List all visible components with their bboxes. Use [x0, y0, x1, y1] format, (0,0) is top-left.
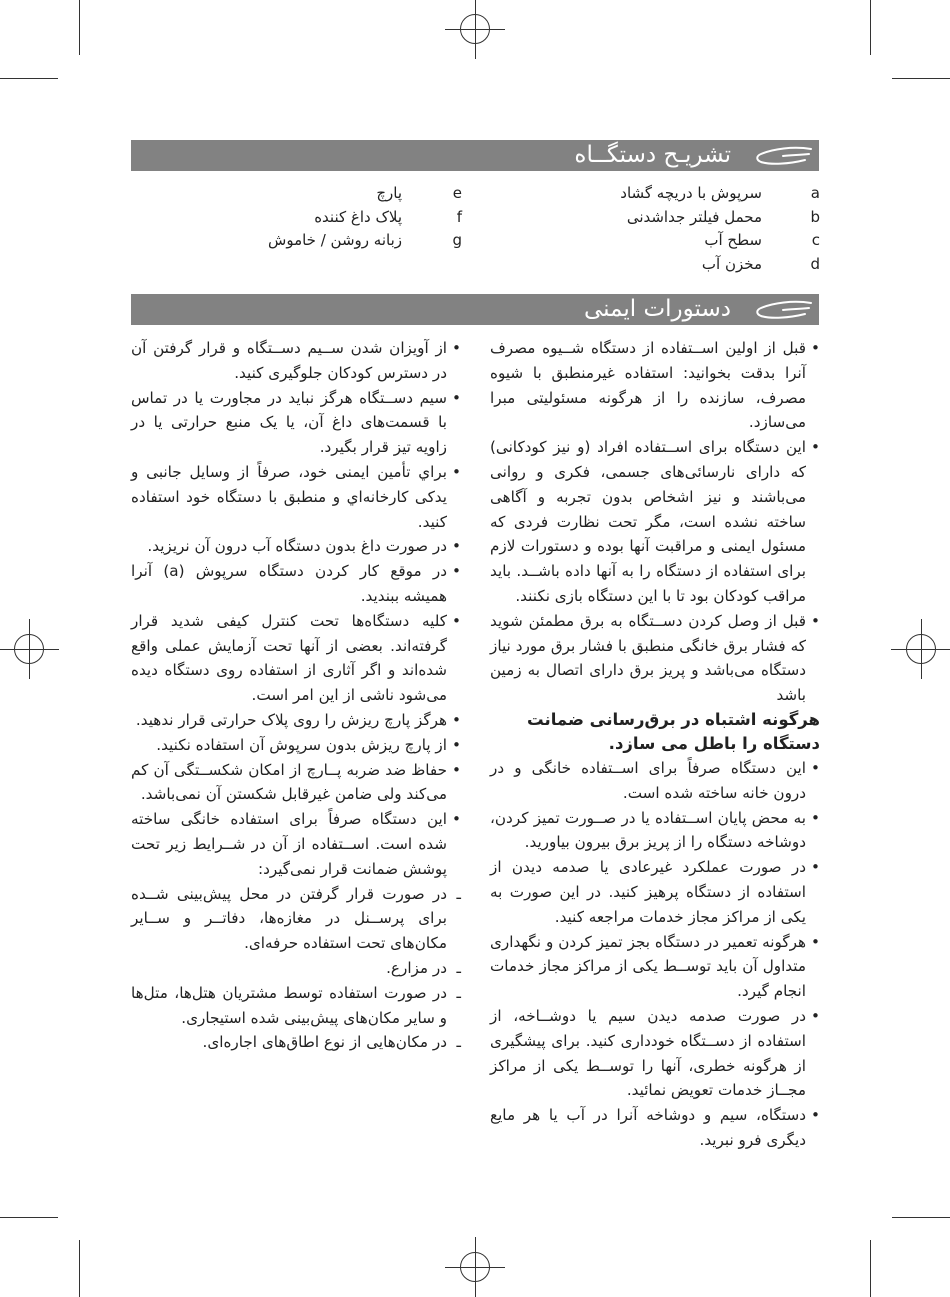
pointing-hand-icon [753, 143, 813, 169]
section-title: تشریـح دستگــاه [574, 142, 731, 168]
crop-mark [79, 1240, 80, 1297]
parts-list-right [500, 182, 820, 276]
safety-text: حفاظ ضد ضربه پــارچ از امکان شکســتگی آن کم می‌کند ولی ضامن غیرقابل شکستن آن نمی‌باشد. [131, 760, 447, 804]
bullet: • [452, 735, 461, 754]
safety-item [490, 1004, 820, 1103]
safety-item [131, 534, 461, 559]
safety-item [131, 807, 461, 881]
safety-text: کلیه دستگاه‌ها تحت کنترل کیفی شدید قرار گرفته‌اند. بعضی از آنها تحت آزمایش عملی واقع شده‌اند و اگر آثاری از استفاده روی دستگاه دیده می‌شود ناشی از این امر است. [131, 611, 447, 705]
bullet: • [811, 611, 820, 630]
section-title: دستورات ایمنی [584, 296, 731, 322]
parts-list-left [200, 182, 462, 253]
pointing-hand-icon [753, 297, 813, 323]
part-label: پارچ [376, 184, 402, 202]
crop-mark [870, 1240, 871, 1297]
dash-marker: ـ [456, 983, 461, 1002]
section-header-safety [131, 294, 819, 325]
safety-text: در صورت داغ بدون دستگاه آب درون آن نریزید. [147, 537, 447, 556]
dash-marker: ـ [456, 1033, 461, 1052]
exclusion-item [131, 956, 461, 981]
safety-item [490, 336, 820, 435]
warning-text: هرگونه اشتباه در برق‌رسانی ضمانت دستگاه را باطل می سازد. [527, 709, 820, 753]
part-letter: d [810, 254, 820, 273]
part-letter: g [452, 231, 462, 249]
safety-item [490, 756, 820, 806]
safety-text: در صورت صدمه دیدن سیم یا دوشــاخه، از استفاده از دســتگاه خودداری کنید. برای پیشگیری از هرگونه خطری، آنها را توســط یکی از مراکز مجــاز خدمات تعویض نمائید. [490, 1006, 806, 1100]
exclusion-text: در مکان‌هایی از نوع اطاق‌های اجاره‌ای. [202, 1033, 447, 1052]
safety-text: قبل از وصل کردن دســتگاه به برق مطمئن شوید که فشار برق خانگی منطبق با فشار برق مورد نیاز دستگاه می‌باشد و پریز برق دارای اتصال به زمین باشد [490, 611, 806, 705]
safety-item [490, 930, 820, 1004]
safety-item [131, 460, 461, 534]
bullet: • [452, 810, 461, 829]
bullet: • [811, 339, 820, 357]
safety-text: هرگز پارچ ریزش را روی پلاک حرارتی قرار ندهید. [135, 710, 447, 729]
bullet: • [811, 438, 820, 457]
safety-text: در صورت عملکرد غیرعادی یا صدمه دیدن از استفاده از دستگاه پرهیز کنید. در این صورت به یکی از مراکز مجاز خدمات مراجعه کنید. [490, 858, 806, 926]
registration-mark [460, 1252, 490, 1282]
registration-mark [14, 634, 44, 664]
safety-item [131, 386, 461, 460]
safety-item [131, 336, 461, 386]
safety-text: به محض پایان اســتفاده یا در صــورت تمیز کردن، دوشاخه دستگاه را از پریز برق بیرون بیاورید. [490, 808, 806, 852]
exclusion-text: در صورت استفاده توسط مشتریان هتل‌ها، متل‌ها و سایر مکان‌های پیش‌بینی شده استیجاری. [131, 983, 447, 1027]
safety-item [131, 733, 461, 758]
crop-mark [0, 1217, 58, 1218]
part-letter: f [456, 207, 462, 226]
crop-mark [0, 78, 58, 79]
exclusion-item [131, 882, 461, 956]
bullet: • [452, 710, 461, 729]
crop-mark [870, 0, 871, 55]
bullet: • [452, 388, 461, 407]
bullet: • [452, 537, 461, 556]
safety-text: سیم دســتگاه هرگز نباید در مجاورت یا در تماس با قسمت‌های داغ آن، یا یک منبع حرارتی یا در زاویه تیز قرار بگیرد. [131, 388, 447, 457]
part-label: سطح آب [704, 231, 762, 249]
safety-text: از پارچ ریزش بدون سرپوش آن استفاده نکنید. [156, 735, 447, 754]
exclusion-item [131, 1030, 461, 1055]
part-letter: c [811, 231, 820, 249]
safety-item [131, 758, 461, 808]
safety-item [490, 609, 820, 708]
safety-text: براي تأمین ایمنی خود، صرفاً از وسایل جانبی و یدکی کارخانه‌اي و منطبق با دستگاه خود استفاده کنید. [131, 462, 447, 531]
bullet: • [811, 858, 820, 877]
bullet: • [811, 758, 820, 777]
bullet: • [452, 339, 461, 357]
registration-mark [460, 14, 490, 44]
bullet: • [452, 562, 461, 581]
dash-marker: ـ [456, 958, 461, 977]
safety-text: هرگونه تعمیر در دستگاه بجز تمیز کردن و نگهداری متداول آن باید توســط یکی از مراکز مجاز خدمات انجام گیرد. [490, 932, 806, 1001]
part-item [200, 229, 462, 253]
exclusion-text: در صورت قرار گرفتن در محل پیش‌بینی شــده برای پرســنل در مغازه‌ها، دفاتــر و ســایر مکان‌های تحت استفاده حرفه‌ای. [131, 884, 447, 953]
bullet: • [452, 611, 461, 630]
bullet: • [811, 932, 820, 951]
part-letter: a [810, 184, 820, 202]
safety-item [490, 806, 820, 856]
part-label: مخزن آب [701, 254, 762, 273]
bullet: • [811, 1006, 820, 1025]
part-item [500, 229, 820, 253]
safety-text: قبل از اولین اســتفاده از دستگاه شــیوه مصرف آنرا بدقت بخوانید: استفاده غیرمنطبق با شیوه مصرف، سازنده را از هرگونه مسئولیتی مبرا می‌سازد. [490, 339, 806, 432]
bullet: • [452, 462, 461, 481]
part-item [200, 182, 462, 206]
safety-text: این دستگاه برای اســتفاده افراد (و نیز کودکانی) که دارای نارسائی‌های جسمی، فکری و روانی می‌باشند و نیز اشخاص بدون تجربه و آگاهی ساخته نشده است، مگر تحت نظارت فردی که مسئول ایمنی و مراقبت آنها بوده و دستورات لازم برای استفاده از دستگاه را به آنها داده باشــد. باید مراقب کودکان بود تا با این دستگاه بازی نکنند. [490, 438, 806, 605]
safety-text: این دستگاه صرفاً برای اســتفاده خانگی و در درون خانه ساخته شده است. [490, 758, 806, 802]
safety-column-left [131, 336, 461, 1055]
safety-item [131, 708, 461, 733]
part-item [500, 253, 820, 277]
part-item [500, 206, 820, 230]
safety-item [490, 435, 820, 609]
safety-text: این دستگاه صرفاً برای استفاده خانگی ساخته شده است. اســتفاده از آن در شــرایط زیر تحت پوشش ضمانت قرار نمی‌گیرد: [131, 810, 447, 878]
part-item [500, 182, 820, 206]
part-label: زبانه روشن / خاموش [268, 231, 402, 249]
safety-text: در موقع کار کردن دستگاه سرپوش (a) آنرا همیشه ببندید. [131, 562, 447, 605]
bullet: • [452, 760, 461, 779]
crop-mark [892, 78, 950, 79]
part-label: پلاک داغ کننده [314, 207, 402, 226]
part-item [200, 206, 462, 230]
part-label: سرپوش با دریچه گشاد [620, 184, 762, 202]
bullet: • [811, 808, 820, 827]
safety-column-right [490, 336, 820, 1153]
bullet: • [811, 1106, 820, 1125]
safety-text: از آویزان شدن ســیم دســتگاه و قرار گرفتن آن در دسترس کودکان جلوگیری کنید. [131, 339, 447, 382]
safety-item [131, 559, 461, 609]
exclusion-item [131, 981, 461, 1031]
safety-item [490, 1103, 820, 1153]
registration-mark [906, 634, 936, 664]
exclusion-text: در مزارع. [386, 958, 447, 977]
safety-text: دستگاه، سیم و دوشاخه آنرا در آب یا هر مایع دیگری فرو نبرید. [490, 1106, 806, 1149]
part-label: محمل فیلتر جداشدنی [626, 207, 762, 226]
safety-item [131, 609, 461, 708]
section-header-description [131, 140, 819, 171]
crop-mark [79, 0, 80, 55]
part-letter: e [452, 184, 462, 202]
dash-marker: ـ [456, 884, 461, 903]
crop-mark [892, 1217, 950, 1218]
part-letter: b [810, 207, 820, 226]
safety-item [490, 855, 820, 929]
